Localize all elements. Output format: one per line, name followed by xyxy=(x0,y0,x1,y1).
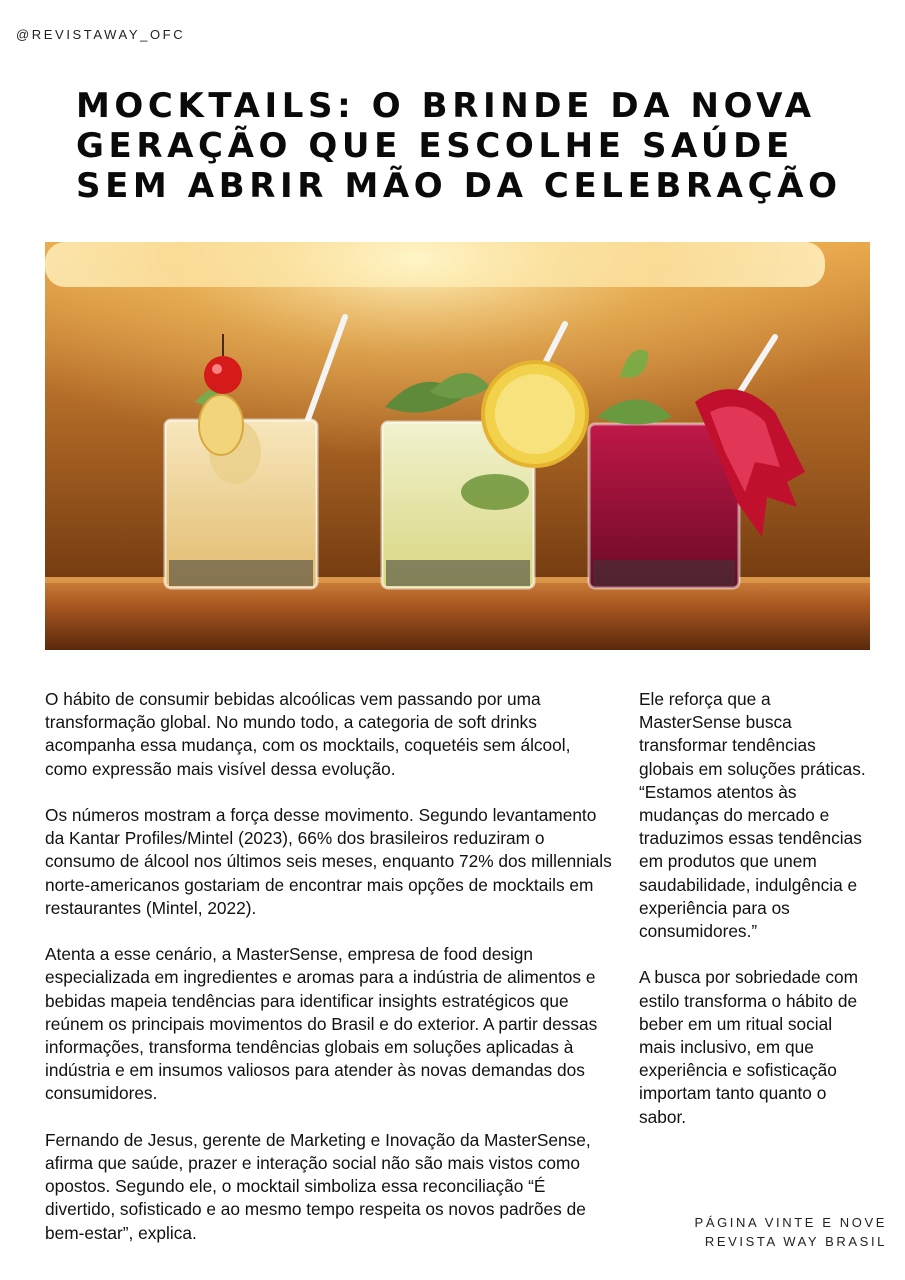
social-handle: @REVISTAWAY_OFC xyxy=(16,27,186,42)
magazine-name: REVISTA WAY BRASIL xyxy=(704,1234,887,1249)
article-title xyxy=(76,86,866,206)
paragraph: Ele reforça que a MasterSense busca transformar tendências globais em soluções práticas. “Estamos atentos às mudanças do mercado e traduzimos essas tendências em produtos que unem saudabilidade, indulgência e experiência para os consumidores.” xyxy=(639,689,866,942)
article-body-right-column xyxy=(639,688,869,1152)
title-line-3: SEM ABRIR MÃO DA CELEBRAÇÃO xyxy=(76,166,842,206)
paragraph: Os números mostram a força desse movimento. Segundo levantamento da Kantar Profiles/Mintel (2023), 66% dos brasileiros reduziram o consumo de álcool nos últimos seis meses, enquanto 72% dos millennials norte-americanos gostariam de encontrar mais opções de mocktails em restaurantes (Mintel, 2022). xyxy=(45,805,612,918)
mocktails-photo xyxy=(45,242,870,650)
title-line-1: MOCKTAILS: O BRINDE DA NOVA xyxy=(76,86,816,126)
page-footer xyxy=(695,1213,887,1251)
title-line-2: GERAÇÃO QUE ESCOLHE SAÚDE xyxy=(76,126,794,166)
mocktails-illustration xyxy=(45,242,870,650)
paragraph: Atenta a esse cenário, a MasterSense, empresa de food design especializada em ingredientes e aromas para a indústria de alimentos e bebidas mapeia tendências para identificar insights estratégicos que reúnem os principais movimentos do Brasil e do exterior. A partir dessas informações, transforma tendências globais em soluções aplicadas à indústria e em insumos valiosos para atender às novas demandas dos consumidores. xyxy=(45,944,598,1104)
paragraph: Fernando de Jesus, gerente de Marketing e Inovação da MasterSense, afirma que saúde, prazer e interação social não são mais vistos como opostos. Segundo ele, o mocktail simboliza essa reconciliação “É divertido, sofisticado e ao mesmo tempo respeita os novos padrões de bem-estar”, explica. xyxy=(45,1129,591,1243)
paragraph: O hábito de consumir bebidas alcoólicas vem passando por uma transformação global. No mundo todo, a categoria de soft drinks acompanha essa mudança, com os mocktails, coquetéis sem álcool, como expressão mais visível dessa evolução. xyxy=(45,689,571,779)
article-body-left-column xyxy=(45,688,615,1268)
paragraph: A busca por sobriedade com estilo transforma o hábito de beber em um ritual social mais inclusivo, em que experiência e sofisticação importam tanto quanto o sabor. xyxy=(639,967,859,1127)
page-number-label: PÁGINA VINTE E NOVE xyxy=(694,1215,887,1230)
